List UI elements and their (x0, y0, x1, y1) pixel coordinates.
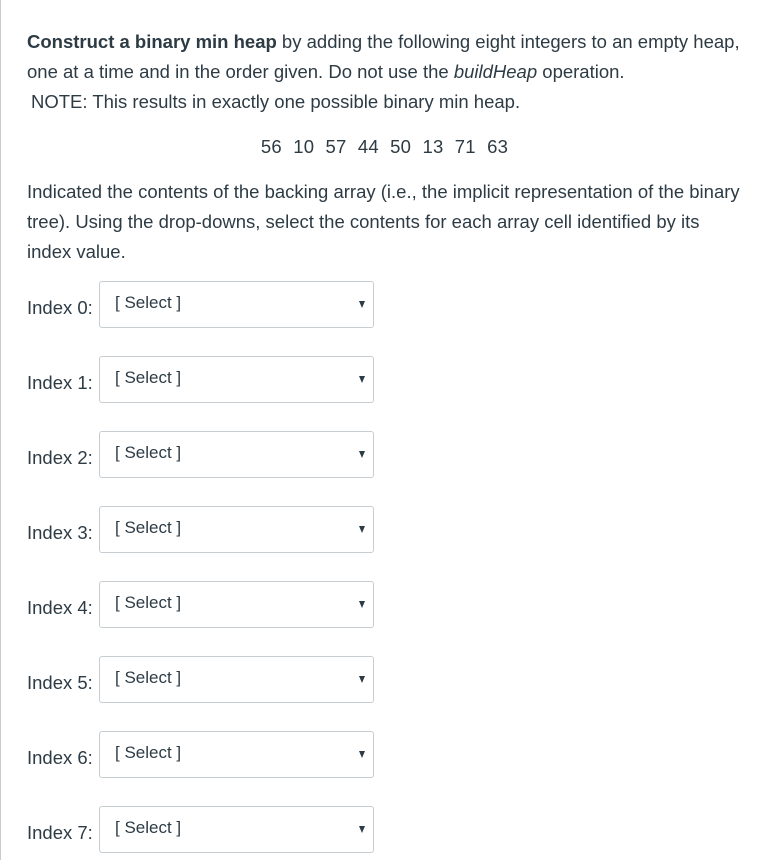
intro-italic: buildHeap (453, 61, 538, 82)
index-row-3 (27, 506, 742, 553)
question-content (27, 27, 742, 860)
dropdown-value: [ Select ] (115, 593, 182, 612)
caret-down-icon (359, 751, 365, 758)
integer-list: 56 10 57 44 50 13 71 63 (260, 136, 509, 157)
dropdown-value: [ Select ] (115, 293, 182, 312)
index-0-dropdown[interactable] (99, 281, 374, 328)
caret-down-icon (359, 526, 365, 533)
index-rows (27, 281, 742, 853)
index-1-dropdown[interactable] (99, 356, 374, 403)
caret-down-icon (359, 301, 365, 308)
intro-text-1: by adding the following eight integers to an empty heap, one at a time and in the order given. Do not use the (27, 31, 740, 82)
intro-bold: Construct a binary min heap (27, 31, 277, 52)
dropdown-value: [ Select ] (115, 818, 182, 837)
index-row-2 (27, 431, 742, 478)
index-label: Index 7: (27, 822, 93, 843)
dropdown-value: [ Select ] (115, 743, 182, 762)
caret-down-icon (359, 376, 365, 383)
question-note: NOTE: This results in exactly one possible binary min heap. (31, 91, 521, 112)
intro-text-2: operation. (537, 61, 625, 82)
index-2-dropdown[interactable] (99, 431, 374, 478)
index-label: Index 5: (27, 672, 93, 693)
index-row-6 (27, 731, 742, 778)
index-label: Index 3: (27, 522, 93, 543)
index-row-4 (27, 581, 742, 628)
dropdown-value: [ Select ] (115, 368, 182, 387)
dropdown-value: [ Select ] (115, 518, 182, 537)
caret-down-icon (359, 826, 365, 833)
index-5-dropdown[interactable] (99, 656, 374, 703)
question-intro (27, 27, 742, 87)
index-label: Index 2: (27, 447, 93, 468)
index-label: Index 6: (27, 747, 93, 768)
index-row-0 (27, 281, 742, 328)
question-instructions: Indicated the contents of the backing array (i.e., the implicit representation of the binary tree). Using the drop-downs, select the contents for each array cell identified by its index value. (27, 181, 740, 262)
left-border (0, 0, 1, 860)
dropdown-value: [ Select ] (115, 443, 182, 462)
index-7-dropdown[interactable] (99, 806, 374, 853)
index-label: Index 1: (27, 372, 93, 393)
index-label: Index 4: (27, 597, 93, 618)
index-row-7 (27, 806, 742, 853)
caret-down-icon (359, 601, 365, 608)
caret-down-icon (359, 451, 365, 458)
index-label: Index 0: (27, 297, 93, 318)
index-row-1 (27, 356, 742, 403)
index-row-5 (27, 656, 742, 703)
index-4-dropdown[interactable] (99, 581, 374, 628)
dropdown-value: [ Select ] (115, 668, 182, 687)
index-6-dropdown[interactable] (99, 731, 374, 778)
index-3-dropdown[interactable] (99, 506, 374, 553)
caret-down-icon (359, 676, 365, 683)
